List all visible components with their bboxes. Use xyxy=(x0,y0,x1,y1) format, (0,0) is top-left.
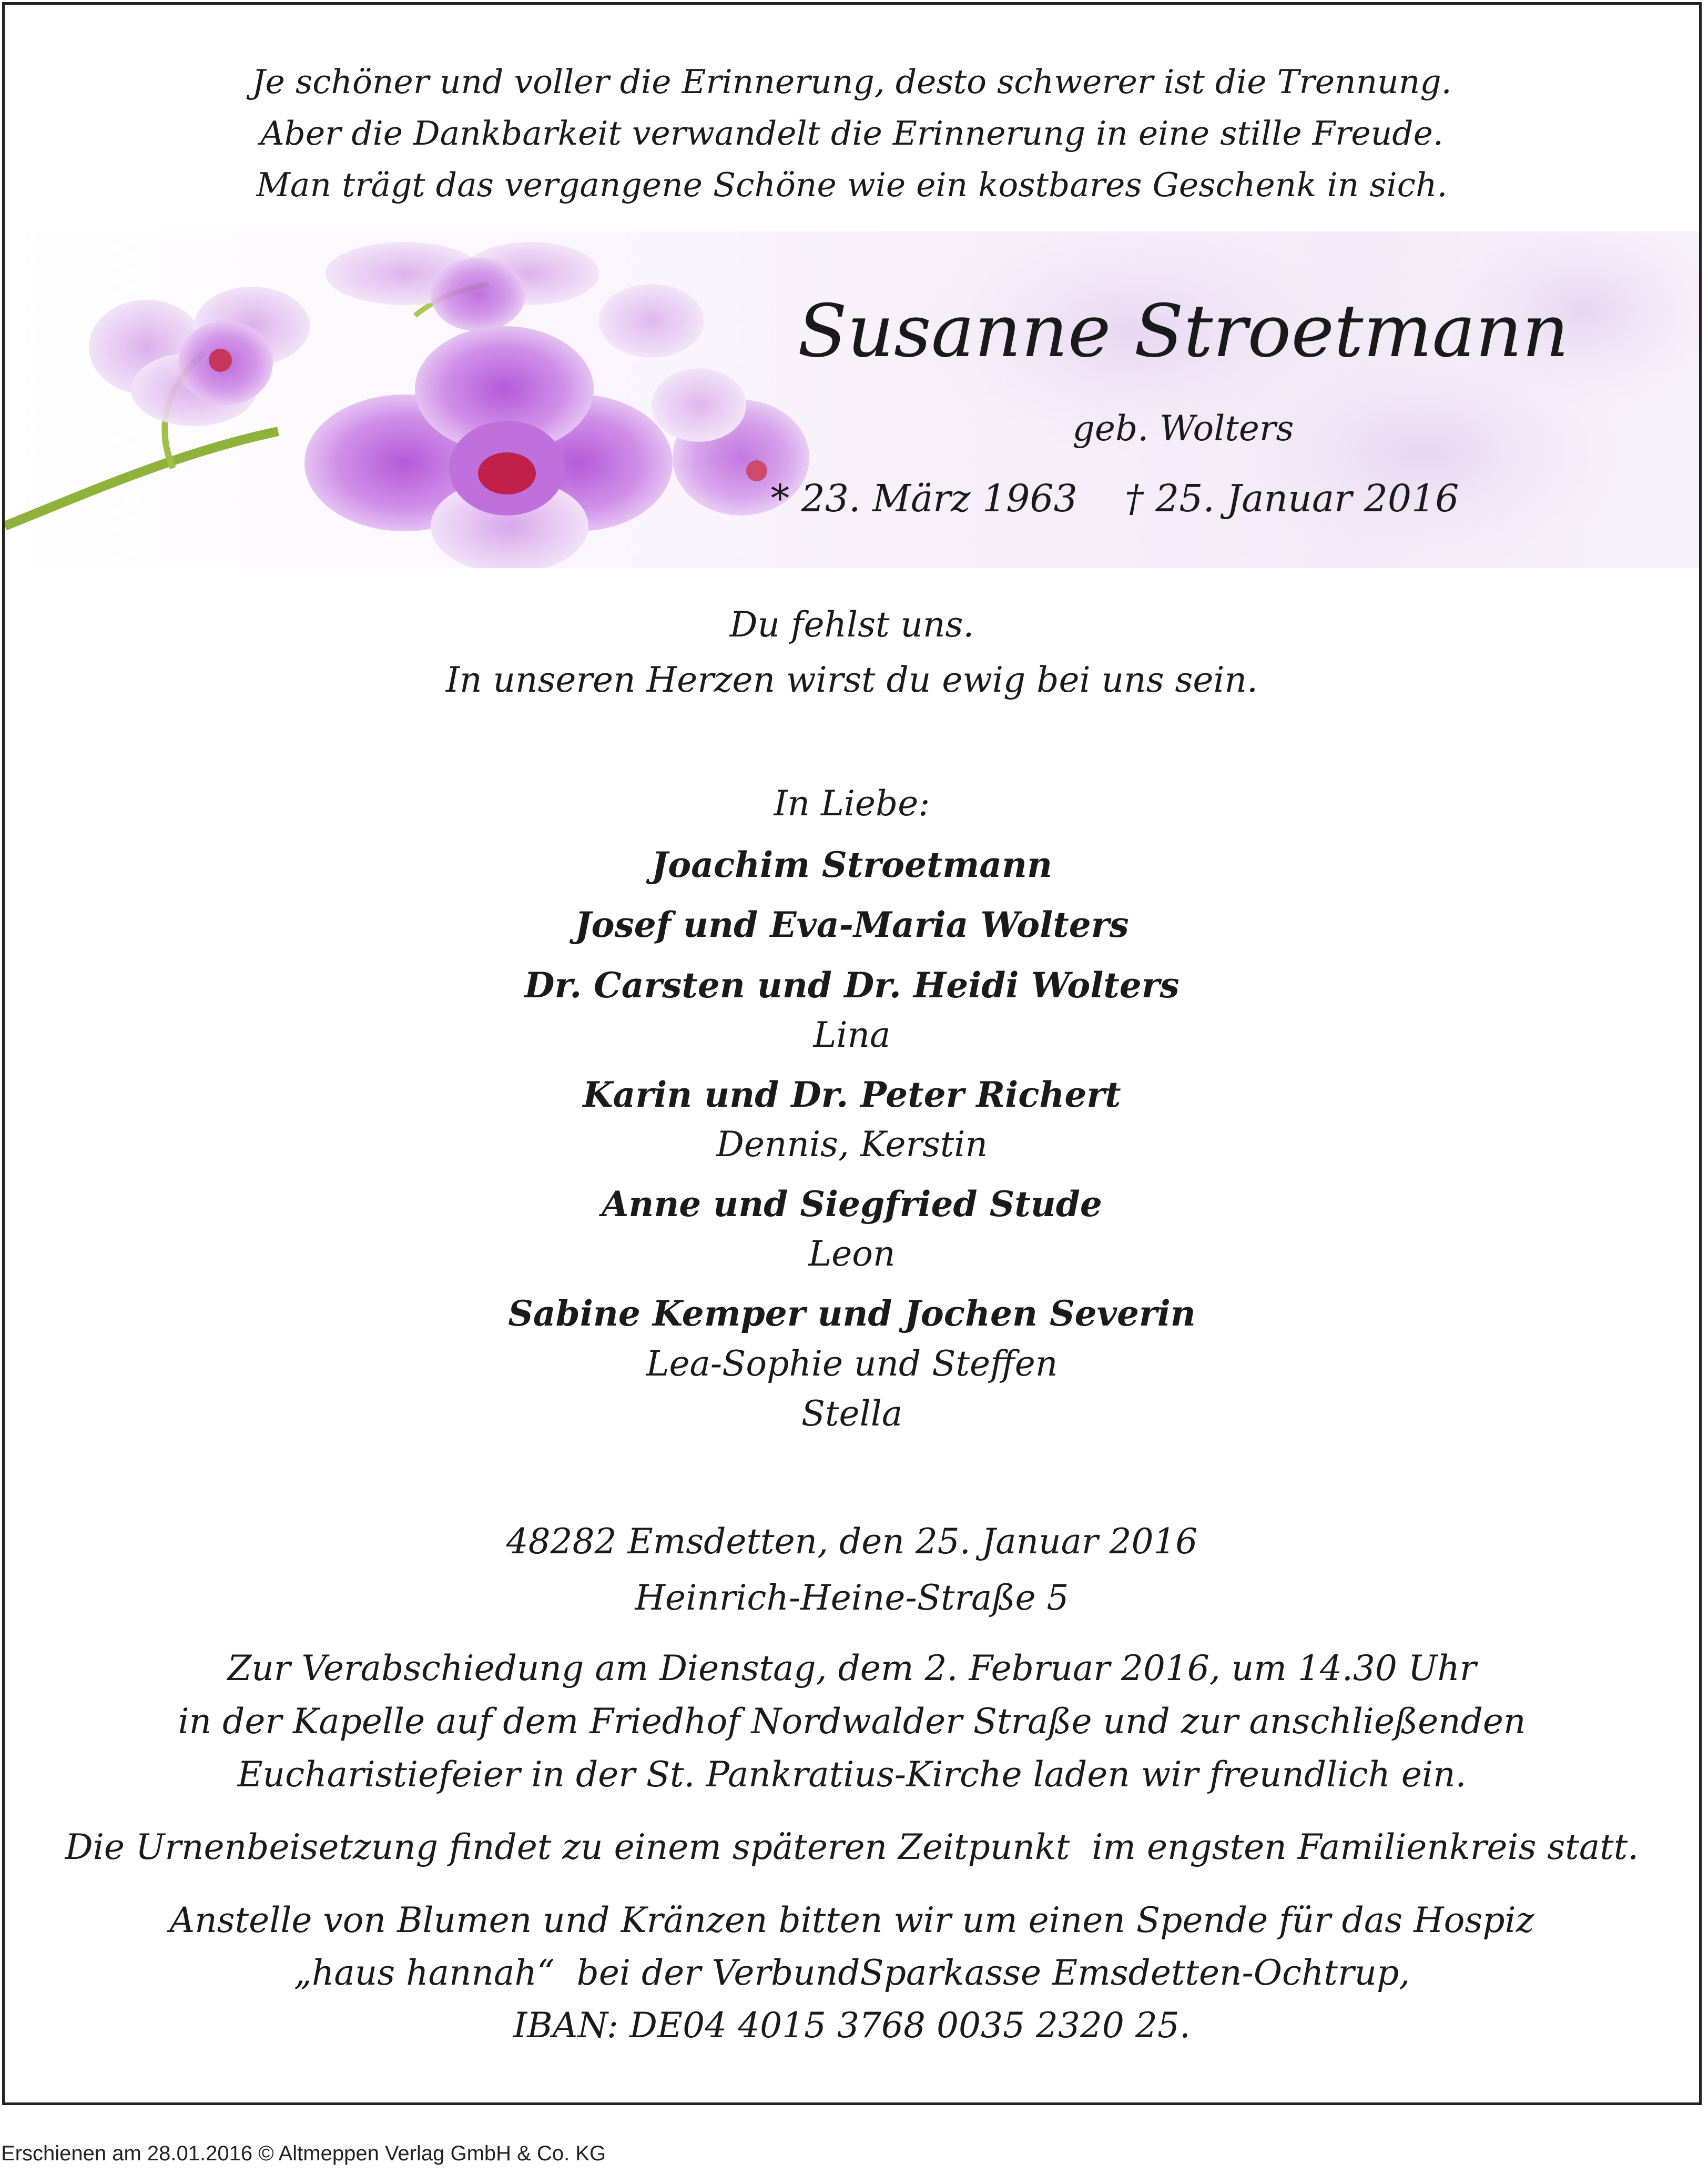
donation-line-1: Anstelle von Blumen und Kränzen bitten wir um einen Spende für das Hospiz xyxy=(169,1900,1534,1940)
message-line-2: In unseren Herzen wirst du ewig bei uns sein. xyxy=(445,660,1258,700)
mourner-children: Stella xyxy=(801,1393,903,1434)
orchid-top xyxy=(326,242,599,331)
quote-line-3: Man trägt das vergangene Schöne wie ein kostbares Geschenk in sich. xyxy=(256,166,1448,204)
address-line-2: Heinrich-Heine-Straße 5 xyxy=(635,1578,1069,1618)
maiden-name: geb. Wolters xyxy=(1072,408,1294,449)
donation-line-2: „haus hannah“ bei der VerbundSparkasse Emsdetten-Ochtrup, xyxy=(293,1953,1410,1993)
mourner-name: Josef und Eva-Maria Wolters xyxy=(575,904,1129,945)
address-line-1: 48282 Emsdetten, den 25. Januar 2016 xyxy=(506,1521,1198,1562)
mourner-children: Dennis, Kerstin xyxy=(716,1124,988,1165)
mourner-children: Lea-Sophie und Steffen xyxy=(646,1343,1058,1384)
mourner-children: Lina xyxy=(813,1015,891,1055)
orchid-left xyxy=(89,287,310,426)
mourner-name: Karin und Dr. Peter Richert xyxy=(583,1074,1121,1115)
message-line-1: Du fehlst uns. xyxy=(729,604,974,645)
mourner-name: Anne und Siegfried Stude xyxy=(602,1184,1102,1225)
ceremony-line-2: in der Kapelle auf dem Friedhof Nordwalder Straße und zur anschließenden xyxy=(178,1701,1526,1742)
quote-line-2: Aber die Dankbarkeit verwandelt die Erinnerung in eine stille Freude. xyxy=(260,114,1443,153)
donation-line-3: IBAN: DE04 4015 3768 0035 2320 25. xyxy=(513,2005,1191,2046)
mourners-intro: In Liebe: xyxy=(774,783,930,824)
ceremony-line-3: Eucharistiefeier in der St. Pankratius-Kirche laden wir freundlich ein. xyxy=(237,1754,1467,1795)
publication-footer: Erschienen am 28.01.2016 © Altmeppen Verlag GmbH & Co. KG xyxy=(1,2142,606,2165)
deceased-name: Susanne Stroetmann xyxy=(797,289,1569,373)
burial-notice: Die Urnenbeisetzung findet zu einem späteren Zeitpunkt im engsten Familienkreis statt. xyxy=(65,1827,1639,1867)
mourner-name: Dr. Carsten und Dr. Heidi Wolters xyxy=(524,965,1180,1006)
mourner-children: Leon xyxy=(808,1233,896,1274)
mourner-name: Sabine Kemper und Jochen Severin xyxy=(508,1293,1196,1334)
mourner-name: Joachim Stroetmann xyxy=(651,844,1053,885)
ceremony-line-1: Zur Verabschiedung am Dienstag, dem 2. Februar 2016, um 14.30 Uhr xyxy=(227,1648,1477,1688)
orchid-main xyxy=(304,326,673,568)
life-dates: * 23. März 1963 † 25. Januar 2016 xyxy=(770,477,1459,520)
quote-line-1: Je schöner und voller die Erinnerung, desto schwerer ist die Trennung. xyxy=(252,63,1452,101)
